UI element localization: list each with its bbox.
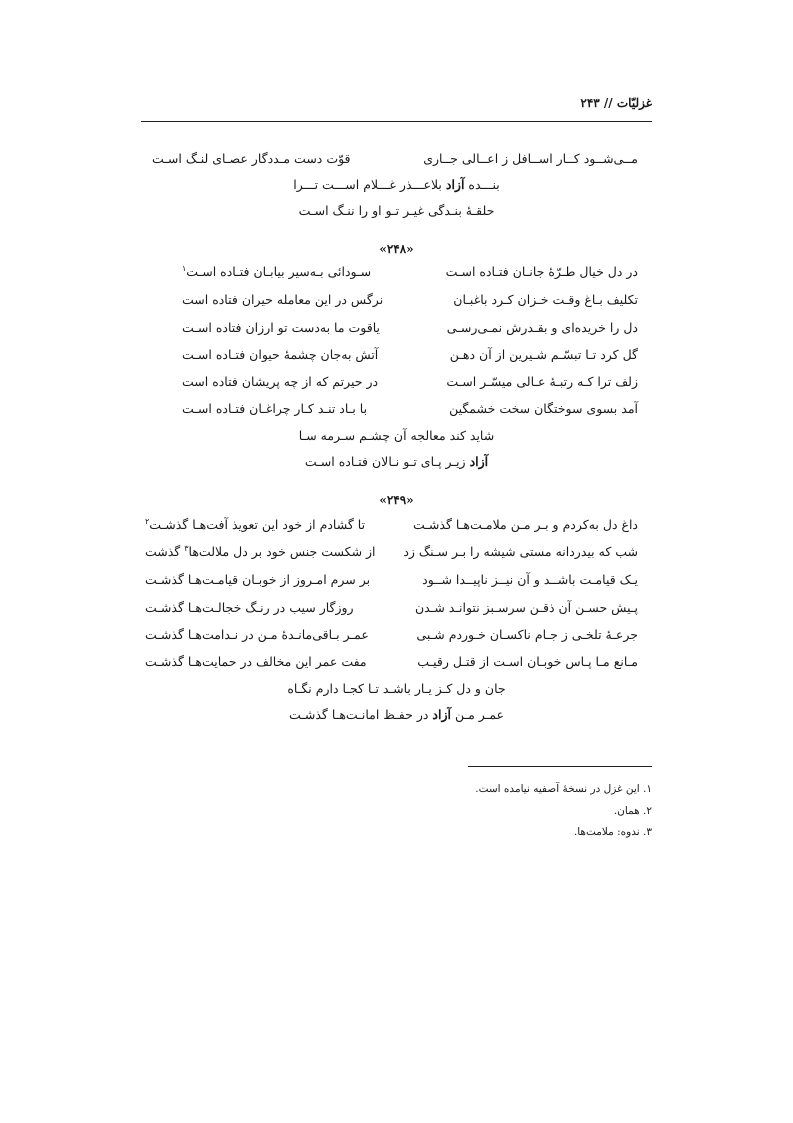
verse-center: جان و دل کـز یـار باشـد تـا کجـا دارم نگـاه bbox=[287, 681, 506, 696]
footnote-ref: ۲ bbox=[145, 516, 150, 526]
verse-center: بنـــده آزاد بلاعـــذر غـــلام اســـت تـــرا bbox=[293, 177, 500, 192]
verse-center: حلقـۀ بنـدگی غیـر تـو او را ننـگ اسـت bbox=[298, 203, 495, 218]
verse-hemistich: بر سرم امـروز از خوبـان قیامـت‌هـا گذشـت bbox=[145, 572, 371, 587]
verse-hemistich: زلف ترا کـه رتبـۀ عـالی میسّـر اسـت bbox=[446, 374, 638, 389]
footnote: ۱. این غزل در نسخۀ آصفیه نیامده است. bbox=[475, 783, 652, 795]
verse-hemistich: شب که بیدردانه مستی شیشه را بـر سـنگ زد bbox=[403, 544, 638, 559]
verse-hemistich: آمد بسوی سوختگان سخت خشمگین bbox=[449, 401, 638, 416]
footnote-ref: ۱ bbox=[182, 263, 187, 273]
verse-hemistich: پـیش حسـن آن ذقـن سرسـبز نتوانـد شـدن bbox=[414, 600, 638, 615]
poem-number: «۲۴۸» bbox=[379, 242, 414, 256]
running-head: غزلیّات // ۲۴۳ bbox=[580, 96, 652, 110]
verse-center: آزاد زیـر پـای تـو نـالان فتـاده اسـت bbox=[304, 454, 489, 469]
verse-hemistich: نرگس در این معامله حیران فتاده است bbox=[182, 292, 384, 307]
verse-center: شاید کند معالجه آن چشـم سـرمه سـا bbox=[298, 428, 495, 443]
verse-hemistich: تا گشادم از خود این تعویذ آفت‌هـا گذشـت$^۲$ bbox=[145, 516, 366, 532]
footnote: ۲. همان. bbox=[613, 805, 652, 817]
verse-hemistich: با بـاد تنـد کـار چراغـان فتـاده اسـت bbox=[182, 401, 368, 416]
verse-hemistich: داغ دل به‌کردم و بـر مـن ملامـت‌هـا گذشـت bbox=[412, 517, 638, 532]
verse-hemistich: تکلیف بـاغ وقـت خـزان کـرد باغبـان bbox=[453, 292, 638, 307]
verse-center: عمـر مـن آزاد در حفـظ امانـت‌هـا گذشـت bbox=[288, 707, 505, 722]
verse-hemistich: یـک قیامـت باشــد و آن نیــز ناپیــدا شــود bbox=[422, 572, 638, 587]
header-rule bbox=[141, 121, 652, 122]
verse-hemistich: در دل خیال طـرّۀ جانـان فتـاده اسـت bbox=[445, 264, 638, 279]
poem-number: «۲۴۹» bbox=[379, 493, 414, 507]
verse-hemistich: دل را خریده‌ای و بقـدرش نمـی‌رسـی bbox=[446, 320, 638, 335]
verse-hemistich: قوّت دست مـددگار عصـای لنـگ اسـت bbox=[152, 151, 351, 166]
verse-hemistich: گل کرد تـا تبسّـم شـیرین از آن دهـن bbox=[449, 347, 638, 362]
footnote: ۳. ندوه: ملامت‌ها. bbox=[573, 826, 652, 838]
verse-hemistich: سـودائی بـه‌سیر بیابـان فتـاده اسـت$^۱$ bbox=[182, 263, 372, 279]
footnote-ref: ۳ bbox=[184, 543, 189, 553]
verse-hemistich: مـانع مـا پـاس خوبـان اسـت از قتـل رقیـب bbox=[417, 654, 638, 669]
verse-hemistich: جرعـۀ تلخـی ز جـام ناکسـان خـوردم شـبی bbox=[416, 627, 638, 642]
verse-hemistich: در حیرتم که از چه پریشان فتاده است bbox=[182, 374, 379, 389]
verse-hemistich: روزگار سیب در رنـگ خجالـت‌هـا گذشـت bbox=[145, 600, 354, 615]
footnote-rule bbox=[468, 766, 652, 767]
verse-hemistich: مفت عمر این مخالف در حمایت‌هـا گذشـت bbox=[145, 654, 367, 669]
verse-hemistich: مــی‌شــود کــار اســافل ز اعــالی جــاری bbox=[423, 151, 638, 166]
verse-hemistich: آتش به‌جان چشمۀ حیوان فتـاده اسـت bbox=[182, 347, 379, 362]
verse-hemistich: از شکست جنس خود بر دل ملالت‌ها$^۳$ گذشت bbox=[145, 543, 376, 559]
verse-hemistich: یاقوت ما به‌دست تو ارزان فتاده اسـت bbox=[182, 320, 381, 335]
verse-hemistich: عمـر بـاقی‌مانـدۀ مـن در نـدامت‌هـا گذشـت bbox=[145, 627, 369, 642]
